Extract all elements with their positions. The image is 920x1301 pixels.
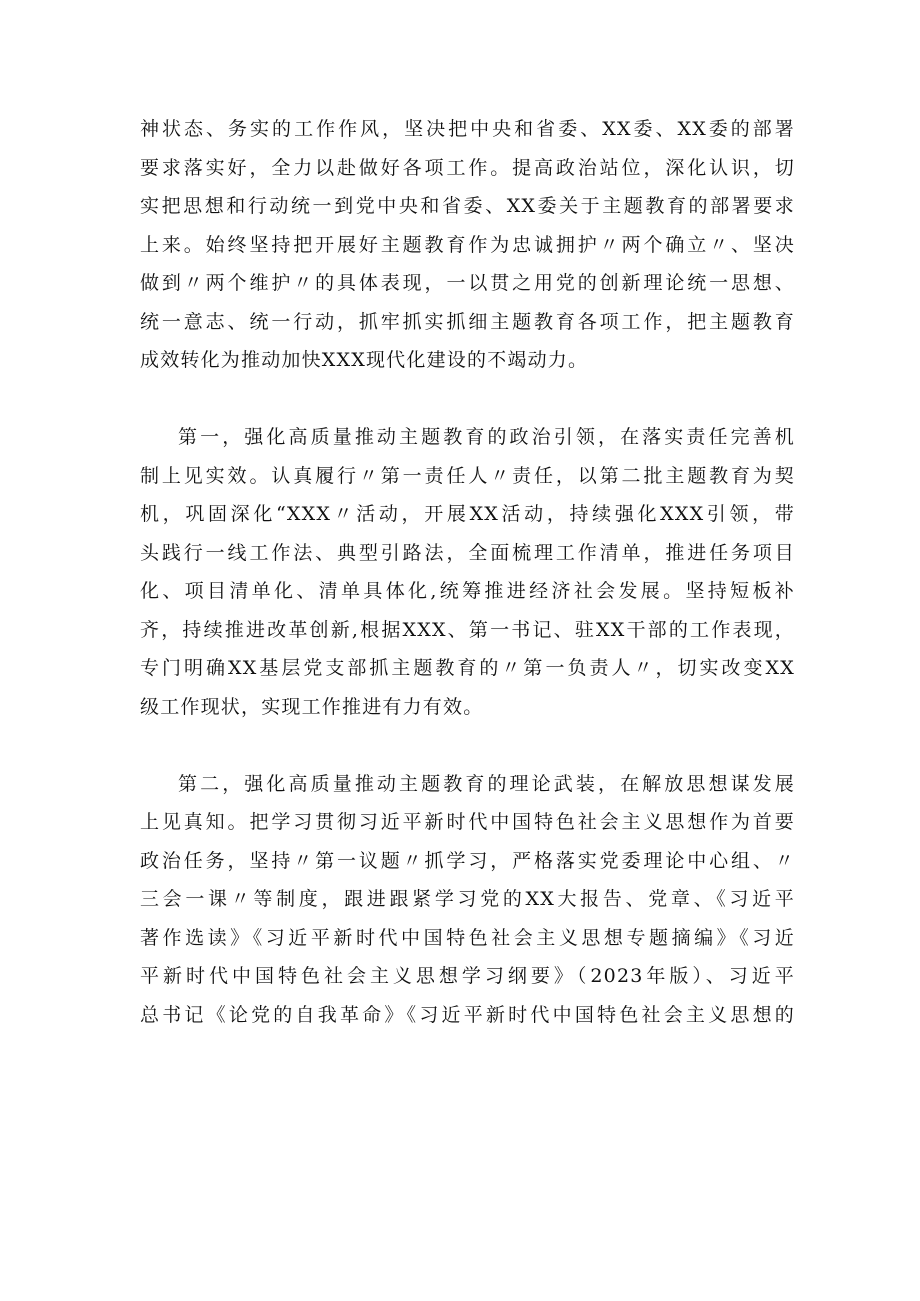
text-line: 上来。始终坚持把开展好主题教育作为忠诚拥护〃两个确立〃、坚决	[140, 233, 795, 256]
text-line: 平新时代中国特色社会主义思想学习纲要》（2023年版）、习近平	[140, 965, 795, 987]
text-line: 统一意志、统一行动，抓牢抓实抓细主题教育各项工作，把主题教育	[140, 310, 795, 333]
text-line: 做到〃两个维护〃的具体表现，一以贯之用党的创新理论统一思想、	[140, 272, 795, 294]
text-line: 著作选读》《习近平新时代中国特色社会主义思想专题摘编》《习近	[140, 926, 795, 949]
text-line: 政治任务，坚持〃第一议题〃抓学习，严格落实党委理论中心组、〃	[140, 849, 795, 872]
text-line: 头践行一线工作法、典型引路法，全面梳理工作清单，推进任务项目	[140, 541, 795, 564]
text-line: 要求落实好，全力以赴做好各项工作。提高政治站位，深化认识，切	[140, 156, 795, 179]
text-line: 神状态、务实的工作作风，坚决把中央和省委、XX委、XX委的部署	[140, 118, 795, 140]
paragraph-2	[140, 418, 795, 726]
text-line: 第二，强化高质量推动主题教育的理论武装，在解放思想谋发展	[178, 772, 795, 795]
document-body	[140, 110, 795, 1034]
text-line: 机，巩固深化“XXX〃活动，开展XX活动，持续强化XXX引领，带	[140, 503, 795, 525]
text-line: 成效转化为推动加快XXX现代化建设的不竭动力。	[140, 349, 589, 371]
text-line: 上见真知。把学习贯彻习近平新时代中国特色社会主义思想作为首要	[140, 811, 795, 833]
text-line: 专门明确XX基层党支部抓主题教育的〃第一负责人〃，切实改变XX	[140, 657, 795, 679]
text-line: 级工作现状，实现工作推进有力有效。	[140, 695, 484, 718]
text-line: 化、项目清单化、清单具体化,统筹推进经济社会发展。坚持短板补	[140, 580, 795, 602]
paragraph-3	[140, 765, 795, 1035]
text-line: 第一，强化高质量推动主题教育的政治引领，在落实责任完善机	[178, 426, 795, 448]
text-line: 制上见实效。认真履行〃第一责任人〃责任，以第二批主题教育为契	[140, 464, 795, 487]
text-line: 总书记《论党的自我革命》《习近平新时代中国特色社会主义思想的	[140, 1003, 795, 1026]
text-line: 齐，持续推进改革创新,根据XXX、第一书记、驻XX干部的工作表现，	[140, 618, 795, 641]
text-line: 三会一课〃等制度，跟进跟紧学习党的XX大报告、党章、《习近平	[140, 888, 795, 910]
text-line: 实把思想和行动统一到党中央和省委、XX委关于主题教育的部署要求	[140, 195, 795, 217]
paragraph-1	[140, 110, 795, 380]
